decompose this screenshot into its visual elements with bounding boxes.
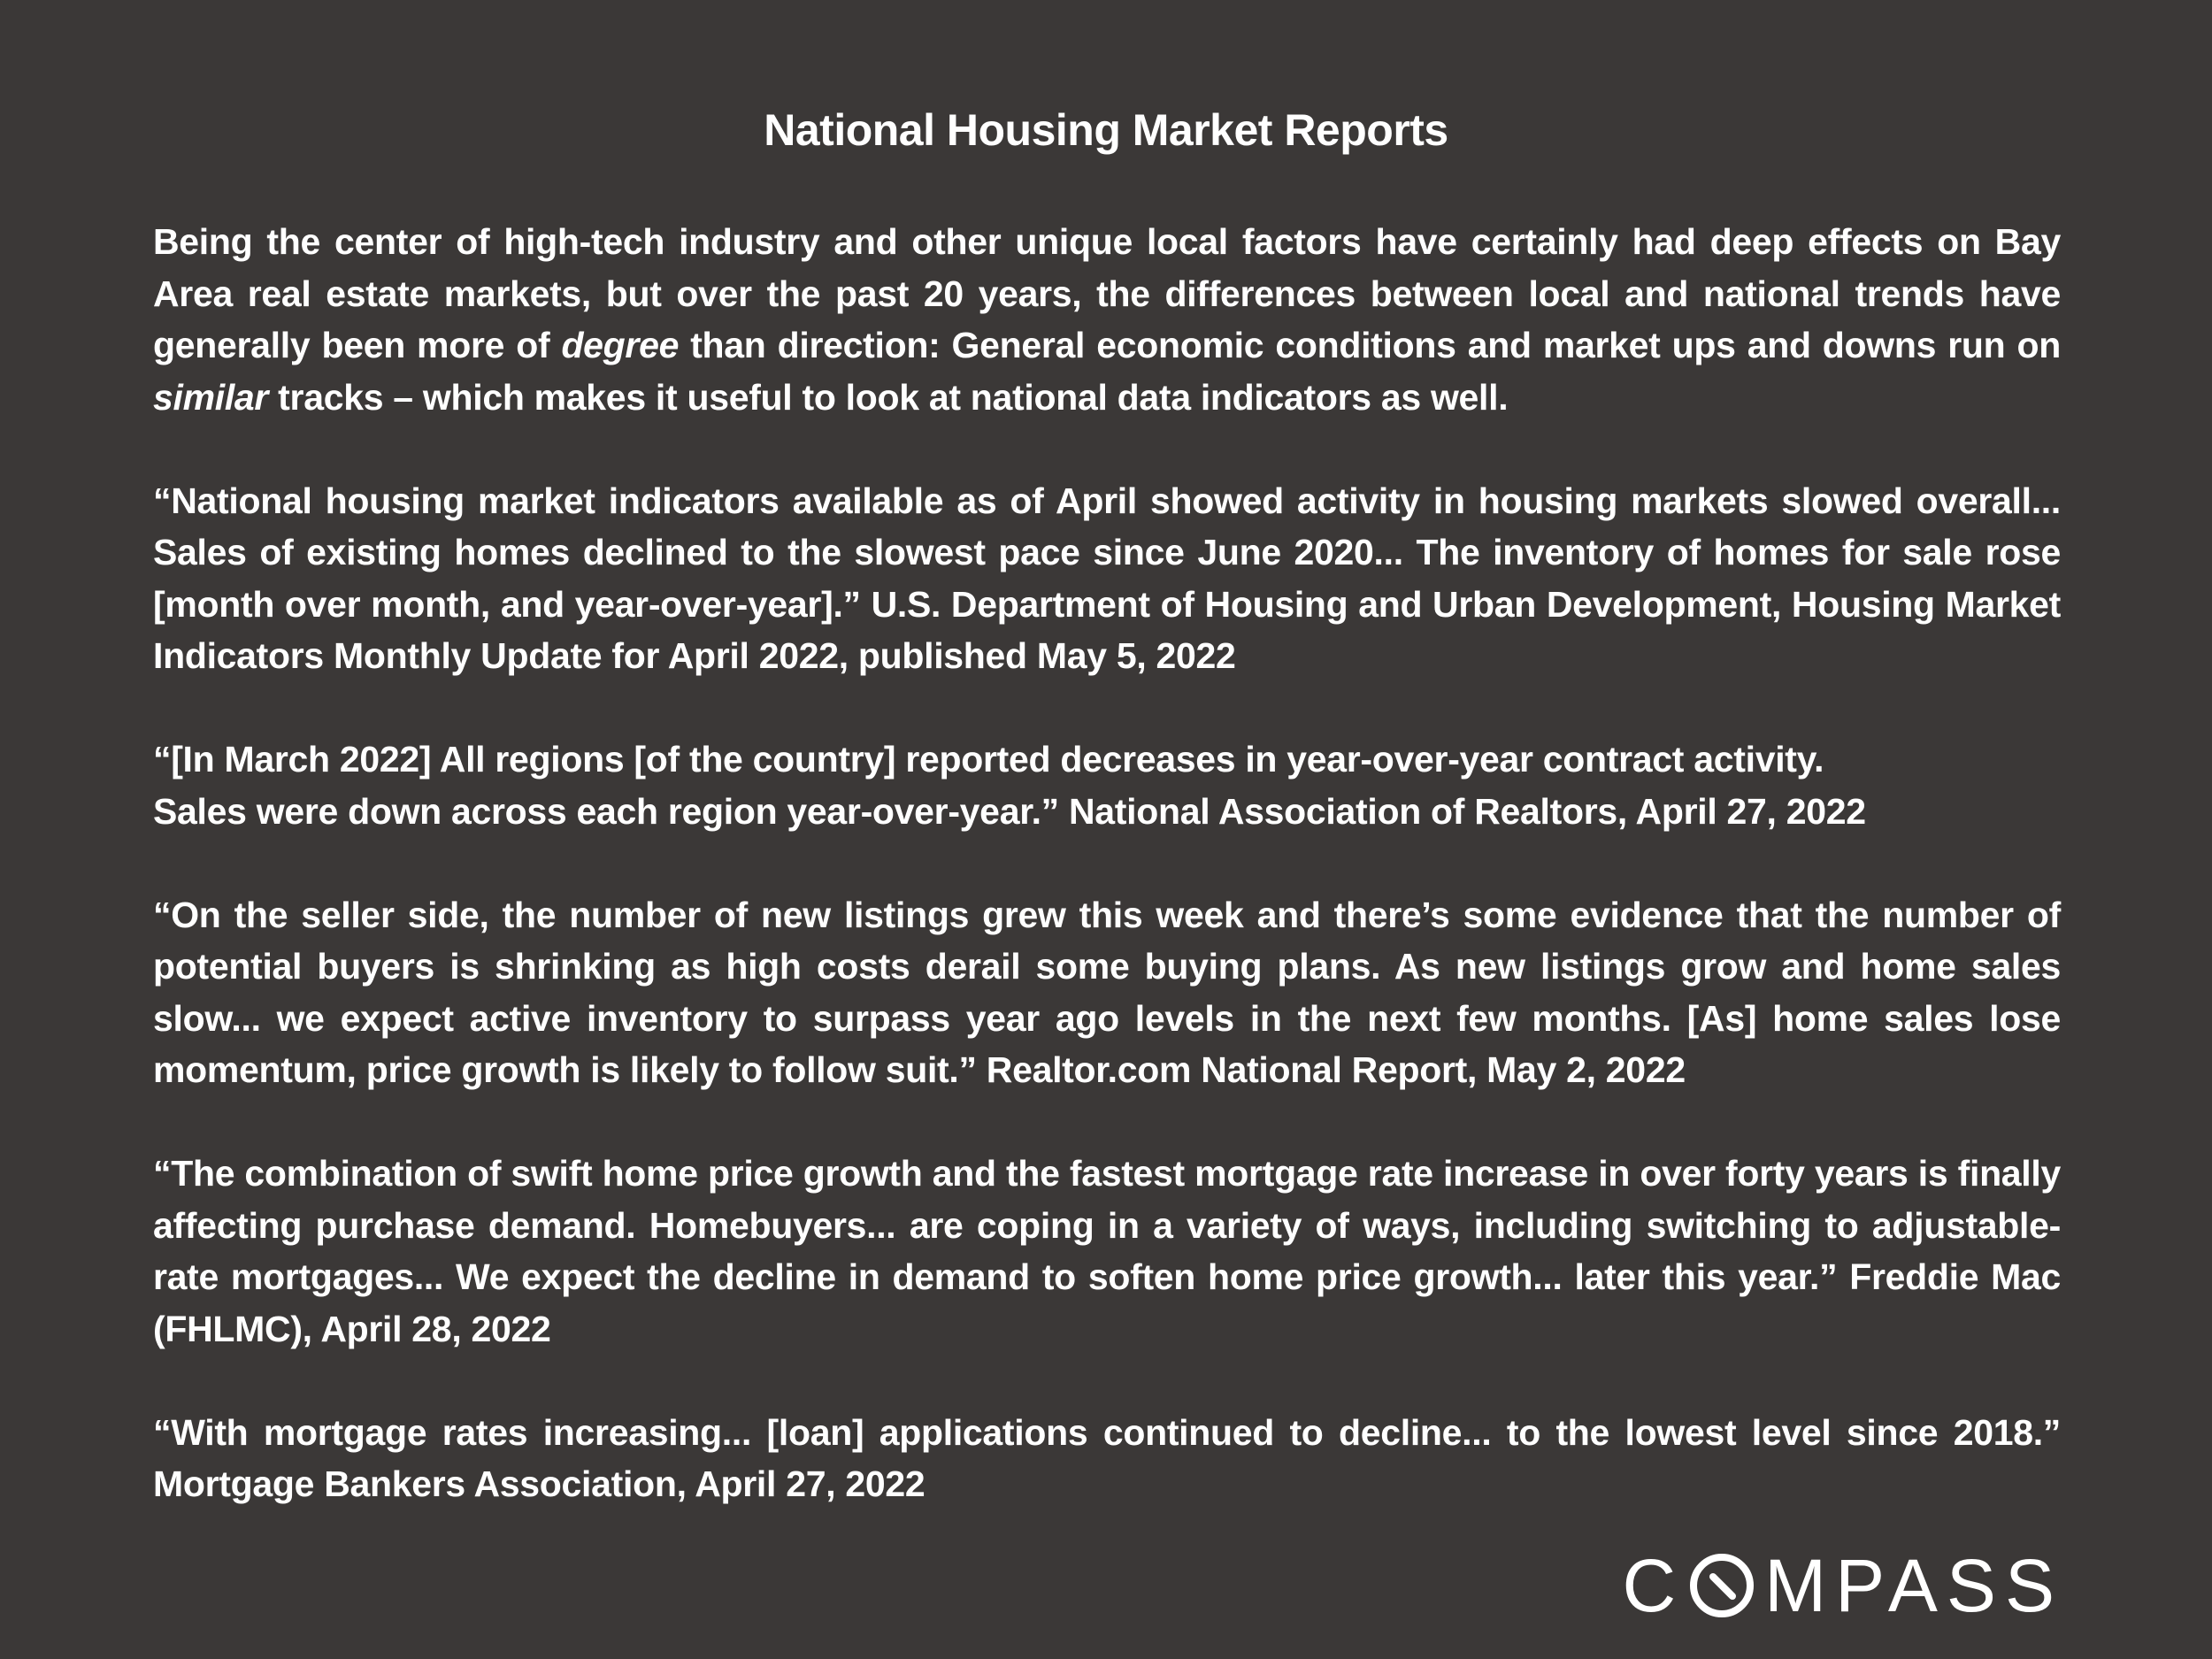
intro-emphasis-similar: similar — [153, 376, 269, 418]
quote-realtor: “On the seller side, the number of new listings grew this week and there’s some evidence that the number of potential buyers is shrinking as high costs derail some buying plans. As new listings grow and home sales slow... we expect active inventory to surpass year ago levels in the next few months. [As] home sales lose momentum, price growth is likely to follow suit.” Realtor.com National Report, May 2, 2022 — [153, 894, 2061, 1090]
compass-logo — [1622, 1544, 2063, 1627]
quote-nar-line-1: “[In March 2022] All regions [of the country] reported decreases in year-over-year contract activity. — [153, 739, 1824, 780]
logo-text-c: C — [1622, 1544, 1686, 1627]
quote-nar — [153, 733, 2061, 837]
page-title: National Housing Market Reports — [764, 105, 1448, 155]
intro-emphasis-degree: degree — [561, 325, 680, 365]
compass-o-icon — [1688, 1552, 1755, 1619]
quote-freddie-mac: “The combination of swift home price growth and the fastest mortgage rate increase in over forty years is finally affecting purchase demand. Homebuyers... are coping in a variety of ways, including switching to adjustable-rate mortgages... We expect the decline in demand to soften home price growth... later this year.” Freddie Mac (FHLMC), April 28, 2022 — [153, 1153, 2061, 1349]
intro-text-2: than direction: General economic conditions and market ups and downs run on — [679, 325, 2061, 365]
intro-text-1: Being the center of high-tech industry and other unique local factors have certainly had deep effects on Bay Area real estate markets, but over the past 20 years, the differences between local and national trends have generally been more of — [153, 221, 2061, 365]
intro-text-3: tracks – which makes it useful to look at national data indicators as well. — [268, 376, 1509, 418]
quote-hud: “National housing market indicators available as of April showed activity in housing markets slowed overall... Sales of existing homes declined to the slowest pace since June 2020... The inventory of homes for sale rose [month over month, and year-over-year].” U.S. Department of Housing and Urban Development, Housing Market Indicators Monthly Update for April 2022, published May 5, 2022 — [153, 480, 2061, 676]
logo-text-mpass: MPASS — [1764, 1544, 2063, 1627]
intro-paragraph — [153, 216, 2061, 423]
report-content — [153, 216, 2061, 1562]
quote-nar-line-2: Sales were down across each region year-over-year.” National Association of Realtors, April 27, 2022 — [153, 790, 1866, 832]
quote-mba: “With mortgage rates increasing... [loan] applications continued to decline... to the lowest level since 2018.” Mortgage Bankers Association, April 27, 2022 — [153, 1411, 2061, 1504]
